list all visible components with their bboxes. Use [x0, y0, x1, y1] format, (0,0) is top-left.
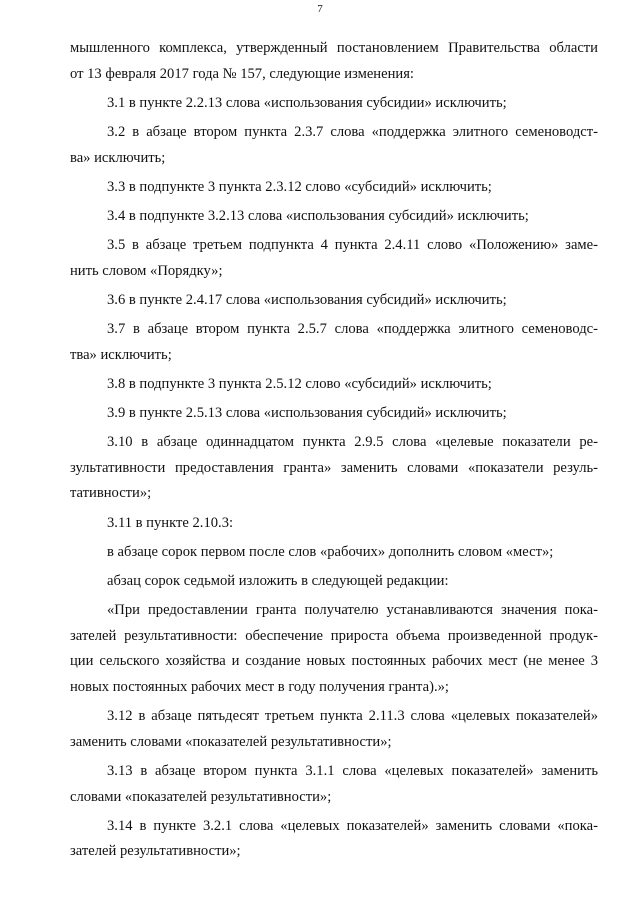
text-line: 3.13 в абзаце втором пункта 3.1.1 слова «целевых показателей» заменить	[107, 762, 598, 779]
text-line: зультативности предоставления гранта» заменить словами «показатели резуль-	[70, 459, 598, 476]
text-line: 3.2 в абзаце втором пункта 2.3.7 слова «поддержка элитного семеноводст-	[107, 123, 598, 140]
text-line: заменить словами «показателей результативности»;	[70, 733, 392, 750]
paragraph	[70, 569, 598, 595]
text-line: от 13 февраля 2017 года № 157, следующие изменения:	[70, 65, 414, 82]
text-line: нить словом «Порядку»;	[70, 262, 223, 279]
paragraph	[70, 372, 598, 398]
text-line: «При предоставлении гранта получателю устанавливаются значения пока-	[107, 602, 598, 619]
paragraph	[70, 759, 598, 810]
text-line: 3.9 в пункте 2.5.13 слова «использования субсидий» исключить;	[107, 405, 507, 422]
text-line: зателей результативности»;	[70, 843, 241, 860]
paragraph	[70, 175, 598, 201]
text-line: абзац сорок седьмой изложить в следующей редакции:	[107, 573, 449, 589]
paragraph	[70, 430, 598, 507]
paragraph	[70, 36, 598, 87]
text-line: 3.11 в пункте 2.10.3:	[107, 514, 234, 531]
paragraph	[70, 233, 598, 284]
paragraph	[70, 204, 598, 230]
text-line: словами «показателей результативности»;	[70, 788, 332, 805]
text-line: в абзаце сорок первом после слов «рабочих» дополнить словом «мест»;	[107, 543, 554, 560]
document-body	[70, 36, 598, 865]
paragraph	[70, 288, 598, 314]
text-line: 3.6 в пункте 2.4.17 слова «использования субсидий» исключить;	[107, 291, 507, 308]
text-line: ции сельского хозяйства и создание новых постоянных рабочих мест (не менее 3	[70, 653, 598, 670]
text-line: новых постоянных рабочих мест в году получения гранта).»;	[70, 678, 449, 695]
paragraph	[70, 511, 598, 537]
page-number: 7	[317, 3, 323, 15]
text-line: мышленного комплекса, утвержденный постановлением Правительства области	[70, 40, 598, 56]
text-line: тва» исключить;	[70, 346, 172, 363]
text-line: 3.12 в абзаце пятьдесят третьем пункта 2.11.3 слова «целевых показателей»	[107, 708, 598, 725]
text-line: 3.4 в подпункте 3.2.13 слова «использования субсидий» исключить;	[107, 207, 529, 224]
paragraph	[70, 814, 598, 865]
text-line: 3.10 в абзаце одиннадцатом пункта 2.9.5 слова «целевые показатели ре-	[107, 434, 598, 451]
text-line: ва» исключить;	[70, 149, 166, 166]
paragraph	[70, 540, 598, 566]
paragraph	[70, 120, 598, 171]
text-line: 3.5 в абзаце третьем подпункта 4 пункта 2.4.11 слово «Положению» заме-	[107, 237, 598, 254]
text-line: тативности»;	[70, 485, 152, 502]
text-line: 3.3 в подпункте 3 пункта 2.3.12 слово «субсидий» исключить;	[107, 178, 492, 195]
text-line: 3.1 в пункте 2.2.13 слова «использования субсидии» исключить;	[107, 94, 507, 111]
text-line: зателей результативности: обеспечение прироста объема произведенной продук-	[70, 627, 598, 644]
paragraph	[70, 317, 598, 368]
text-line: 3.14 в пункте 3.2.1 слова «целевых показателей» заменить словами «пока-	[107, 817, 598, 834]
paragraph	[70, 91, 598, 117]
paragraph	[70, 598, 598, 700]
text-line: 3.7 в абзаце втором пункта 2.5.7 слова «поддержка элитного семеноводс-	[107, 321, 598, 338]
paragraph	[70, 401, 598, 427]
paragraph	[70, 704, 598, 755]
text-line: 3.8 в подпункте 3 пункта 2.5.12 слово «субсидий» исключить;	[107, 375, 492, 392]
